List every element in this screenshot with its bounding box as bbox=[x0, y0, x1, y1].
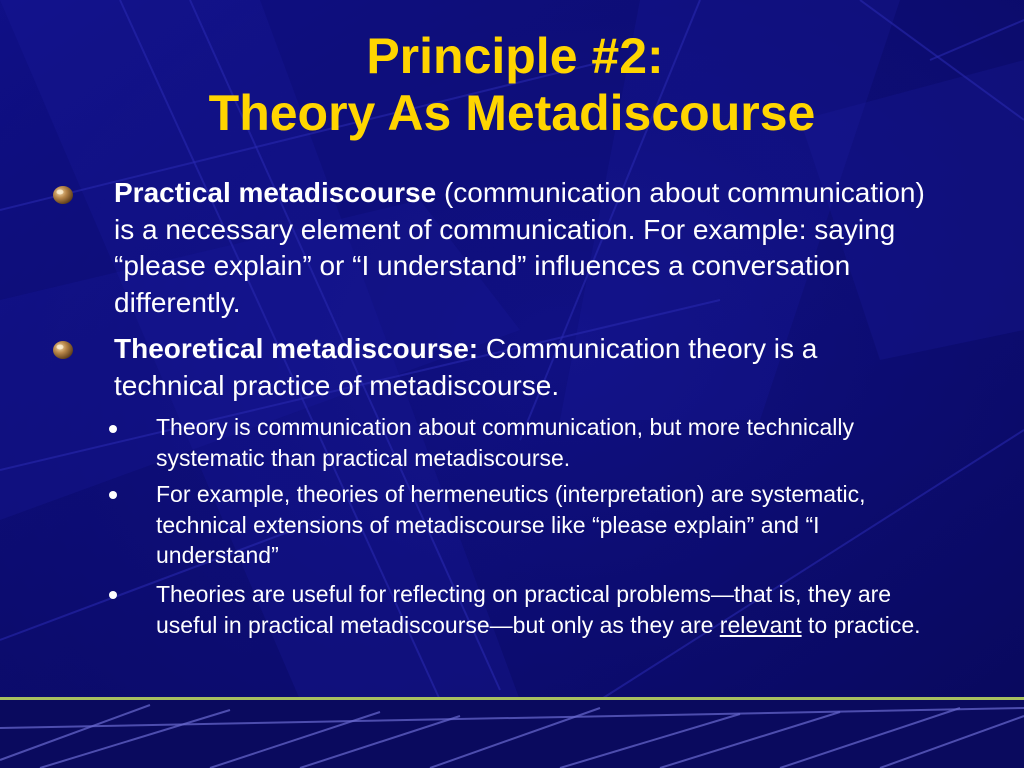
subbullet-theory-systematic bbox=[156, 412, 936, 473]
subbullet-text-before: Theories are useful for reflecting on practical problems—that is, they are useful in practical metadiscourse—but only as they are bbox=[156, 581, 892, 638]
subbullet-text-after: to practice. bbox=[801, 611, 921, 638]
slide-title-line1: Principle #2: bbox=[366, 28, 664, 84]
bullet-bold-term: Practical metadiscourse bbox=[114, 177, 437, 208]
relevant-link[interactable]: relevant bbox=[719, 611, 802, 638]
bullet-theoretical-metadiscourse bbox=[114, 331, 934, 404]
bullet-text: Communication theory is a technical practice of metadiscourse. bbox=[114, 333, 818, 401]
bullet-bold-term: Theoretical metadiscourse: bbox=[114, 333, 479, 364]
subbullet-text: Theory is communication about communication, but more technically systematic than practical metadiscourse. bbox=[156, 414, 854, 471]
bullet-text: (communication about communication) is a necessary element of communication. For example: saying “please explain” or “I understand” influences a conversation differently. bbox=[114, 177, 925, 318]
subbullet-theories-useful bbox=[156, 579, 936, 640]
bullet-practical-metadiscourse bbox=[114, 175, 934, 321]
white-dot-icon bbox=[109, 591, 117, 599]
subbullet-text: For example, theories of hermeneutics (interpretation) are systematic, technical extensions of metadiscourse like “please explain” and “I understand” bbox=[156, 481, 866, 568]
slide-title-line2: Theory As Metadiscourse bbox=[208, 85, 816, 141]
white-dot-icon bbox=[109, 425, 117, 433]
white-dot-icon bbox=[109, 491, 117, 499]
subbullet-hermeneutics bbox=[156, 479, 936, 571]
